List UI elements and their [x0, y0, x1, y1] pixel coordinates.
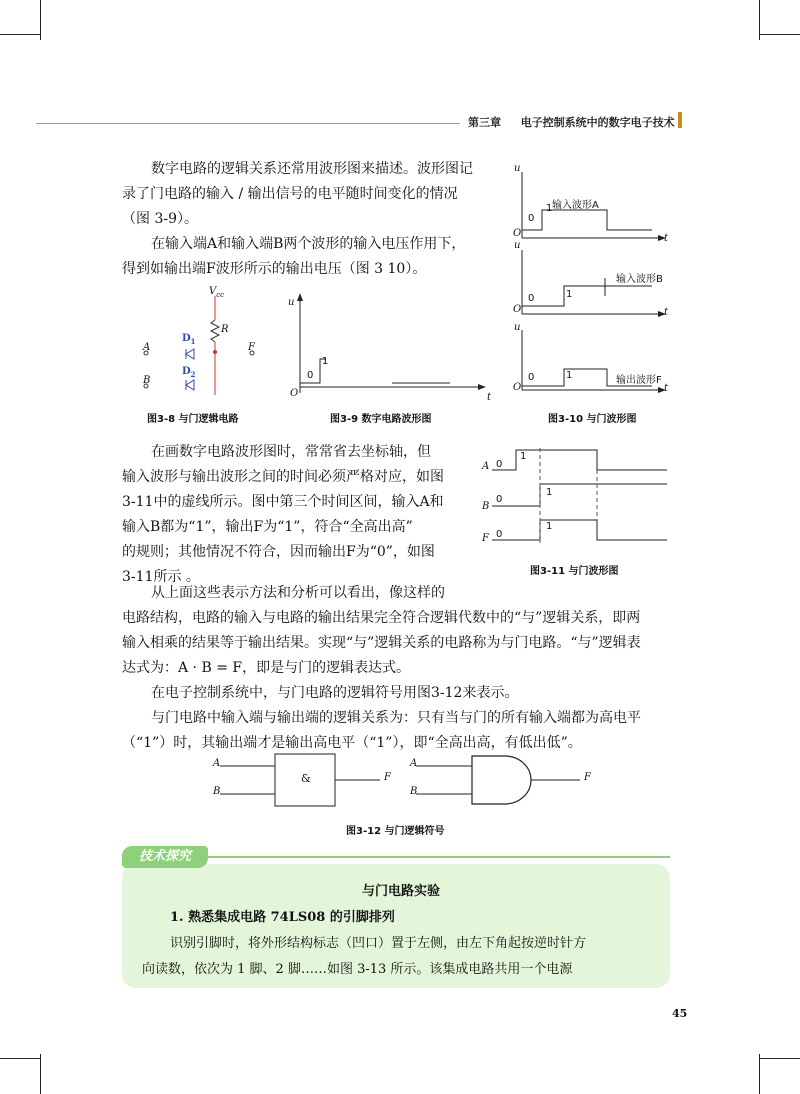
figure-caption: 图3-11 与门波形图 [530, 566, 619, 577]
level-label: 1 [546, 203, 553, 214]
level-label: 0 [496, 529, 503, 540]
level-label: 1 [322, 356, 329, 367]
paragraph-line: 从上面这些表示方法和分析可以看出，像这样的 [151, 585, 445, 601]
t-axis-label: t [487, 392, 492, 403]
tech-text-line: 识别引脚时，将外形结构标志（凹口）置于左侧，由左下角起按逆时针方 [170, 936, 587, 951]
origin-label: O [513, 228, 522, 239]
u-axis-label: u [514, 163, 521, 174]
paragraph-line: 输入相乘的结果等于输出结果。实现“与”逻辑关系的电路称为与门电路。“与”逻辑表 [122, 635, 641, 651]
crop-mark [40, 1054, 41, 1094]
d2-label: $D_2$ [182, 366, 196, 379]
paragraph-line: 输入波形与输出波形之间的时间必须严格对应，如图 [122, 469, 444, 485]
level-label: 1 [546, 487, 553, 498]
level-label: 0 [307, 370, 314, 381]
paragraph-line: 达式为：A · B = F，即是与门的逻辑表达式。 [122, 660, 411, 676]
level-label: 0 [528, 213, 535, 224]
level-label: 0 [528, 372, 535, 383]
d1-label: $D_1$ [182, 333, 196, 346]
paragraph-line: 输入B都为“1”，输出F为“1”，符合“全高出高” [122, 519, 413, 535]
level-label: 1 [520, 451, 527, 462]
crop-mark [0, 1058, 40, 1059]
origin-label: O [513, 382, 522, 393]
paragraph-line: 在电子控制系统中，与门电路的逻辑符号用图3-12来表示。 [151, 685, 519, 701]
paragraph-line: 的规则；其他情况不符合，因而输出F为“0”，如图 [122, 544, 435, 560]
header-accent-bar [678, 112, 682, 128]
input-a-label: A [482, 461, 490, 472]
input-b-label: B [410, 786, 418, 797]
running-header [468, 114, 675, 130]
tech-badge: 技术探究 [122, 846, 208, 868]
input-a-label: A [410, 758, 418, 769]
input-a-label: A [143, 342, 151, 353]
level-label: 1 [566, 289, 573, 300]
u-axis-label: u [514, 322, 521, 333]
and-timing-diagram [492, 446, 672, 556]
tech-title: 与门电路实验 [362, 884, 441, 899]
figure-caption: 图3-8 与门逻辑电路 [147, 414, 239, 425]
waveform-b-line [492, 484, 667, 506]
t-axis-label: t [664, 307, 669, 318]
resistor-icon [211, 320, 219, 342]
paragraph-line: 数字电路的逻辑关系还常用波形图来描述。波形图记 [151, 161, 473, 177]
input-a-caption: 输入波形A [552, 200, 599, 211]
u-axis-label: u [288, 297, 295, 308]
paragraph-line: （“1”）时，其输出端才是输出高电平（“1”），即“全高出高，有低出低”。 [122, 735, 582, 751]
level-label: 0 [496, 494, 503, 505]
page-number: 45 [672, 1007, 688, 1020]
and-symbol-label: & [301, 772, 311, 785]
tech-heading: 1. 熟悉集成电路 74LS08 的引脚排列 [170, 910, 395, 925]
tech-text-line: 向读数，依次为 1 脚、2 脚……如图 3-13 所示。该集成电路共用一个电源 [142, 962, 573, 977]
origin-label: O [290, 388, 299, 399]
crop-mark [759, 1054, 760, 1094]
crop-mark [40, 0, 41, 40]
chapter-title: 电子控制系统中的数字电子技术 [520, 116, 675, 129]
y-axis-arrow [297, 293, 303, 301]
u-axis-label: u [514, 240, 521, 251]
paragraph-line: 在画数字电路波形图时，常常省去坐标轴，但 [151, 444, 431, 460]
paragraph-line: 与门电路中输入端与输出端的逻辑关系为：只有当与门的所有输入端都为高电平 [151, 710, 641, 726]
crop-mark [760, 1058, 800, 1059]
crop-mark [760, 34, 800, 35]
crop-mark [0, 34, 40, 35]
figure-caption: 图3-9 数字电路波形图 [330, 414, 432, 425]
input-b-label: B [213, 786, 221, 797]
paragraph-line: （图 3-9）。 [122, 211, 198, 227]
origin-label: O [513, 304, 522, 315]
paragraph-line: 在输入端A和输入端B两个波形的输入电压作用下， [151, 236, 466, 252]
t-axis-label: t [664, 383, 669, 394]
input-a-label: A [213, 758, 221, 769]
output-f-label: F [384, 772, 391, 783]
figure-caption: 图3-10 与门波形图 [548, 414, 637, 425]
output-f-label: F [482, 533, 489, 544]
level-label: 0 [496, 459, 503, 470]
level-label: 1 [546, 521, 553, 532]
waveform-a-line [522, 210, 652, 230]
and-gate-symbols [220, 752, 620, 812]
waveform-diagram [290, 293, 490, 403]
paragraph-line: 3-11中的虚线所示。图中第三个时间区间，输入A和 [122, 494, 444, 510]
input-b-caption: 输入波形B [616, 274, 663, 285]
vcc-label: $V_{cc}$ [209, 286, 225, 299]
header-rule [36, 123, 460, 124]
paragraph-line: 3-11所示 。 [122, 569, 200, 585]
resistor-label: R [221, 324, 229, 335]
figure-caption: 图3-12 与门逻辑符号 [346, 826, 445, 837]
output-f-label: F [584, 772, 591, 783]
tech-box-rule [208, 856, 670, 858]
x-axis-arrow [478, 384, 486, 390]
waveform-f-line [492, 520, 667, 540]
paragraph-line: 录了门电路的输入 / 输出信号的电平随时间变化的情况 [122, 186, 458, 202]
diode-d1-icon [186, 349, 194, 359]
diode-d2-icon [186, 380, 194, 390]
junction-dot [213, 350, 217, 354]
waveform-a-line [492, 450, 667, 470]
level-label: 0 [528, 293, 535, 304]
ansi-and-gate-icon [472, 756, 531, 804]
output-f-label: F [248, 342, 255, 353]
paragraph-line: 电路结构，电路的输入与电路的输出结果完全符合逻辑代数中的“与”逻辑关系，即两 [122, 610, 641, 626]
output-f-caption: 输出波形F [616, 375, 662, 386]
waveform-b-line [522, 286, 652, 306]
input-b-label: B [482, 501, 490, 512]
paragraph-line: 得到如输出端F波形所示的输出电压（图 3 10）。 [122, 261, 427, 277]
chapter-label: 第三章 [468, 116, 501, 129]
input-b-label: B [143, 375, 151, 386]
t-axis-label: t [664, 233, 669, 244]
level-label: 1 [566, 370, 573, 381]
